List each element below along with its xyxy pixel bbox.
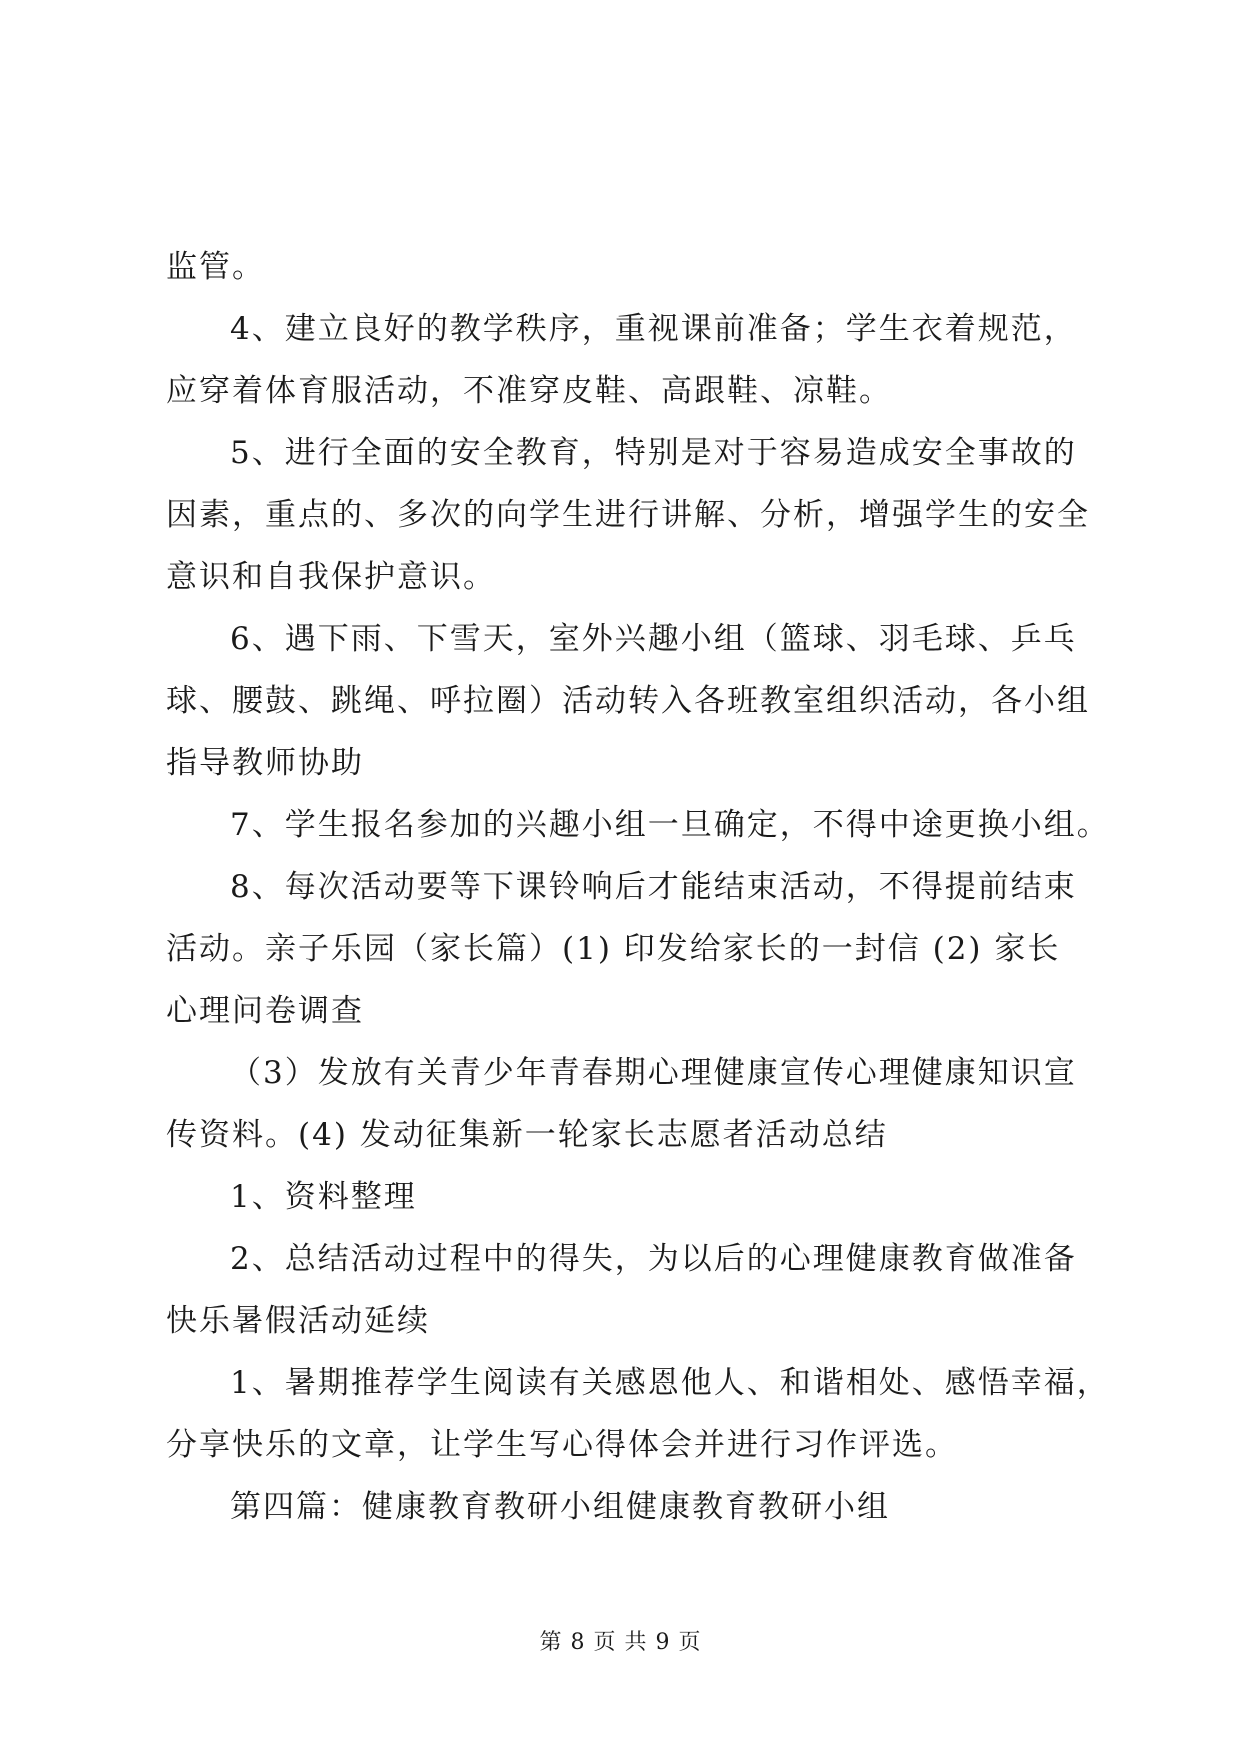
body-line: 球、腰鼓、跳绳、呼拉圈）活动转入各班教室组织活动，各小组 xyxy=(166,683,1090,719)
page-number-footer: 第 8 页 共 9 页 xyxy=(539,1630,702,1655)
body-line: 监管。 xyxy=(166,249,265,285)
body-line: （3）发放有关青少年青春期心理健康宣传心理健康知识宣 xyxy=(230,1055,1077,1091)
body-line: 2、总结活动过程中的得失，为以后的心理健康教育做准备 xyxy=(230,1241,1077,1277)
body-line: 4、建立良好的教学秩序，重视课前准备；学生衣着规范， xyxy=(230,311,1077,347)
body-line: 1、资料整理 xyxy=(230,1179,417,1215)
body-line: 7、学生报名参加的兴趣小组一旦确定，不得中途更换小组。 xyxy=(230,807,1110,843)
body-line: 传资料。(4) 发动征集新一轮家长志愿者活动总结 xyxy=(166,1117,888,1153)
body-line: 指导教师协助 xyxy=(166,745,364,781)
document-body xyxy=(166,236,1110,1538)
body-line: 1、暑期推荐学生阅读有关感恩他人、和谐相处、感悟幸福， xyxy=(230,1365,1110,1401)
body-line: 活动。亲子乐园（家长篇）(1) 印发给家长的一封信 (2) 家长 xyxy=(166,931,1061,967)
section-heading: 第四篇：健康教育教研小组健康教育教研小组 xyxy=(230,1489,890,1525)
body-line: 分享快乐的文章，让学生写心得体会并进行习作评选。 xyxy=(166,1427,958,1463)
body-line: 5、进行全面的安全教育，特别是对于容易造成安全事故的 xyxy=(230,435,1077,471)
body-line: 应穿着体育服活动，不准穿皮鞋、高跟鞋、凉鞋。 xyxy=(166,373,892,409)
body-line: 意识和自我保护意识。 xyxy=(166,559,496,595)
body-line: 6、遇下雨、下雪天，室外兴趣小组（篮球、羽毛球、乒乓 xyxy=(230,621,1077,657)
body-line: 快乐暑假活动延续 xyxy=(166,1303,430,1339)
body-line: 8、每次活动要等下课铃响后才能结束活动，不得提前结束 xyxy=(230,869,1077,905)
body-line: 心理问卷调查 xyxy=(166,993,364,1029)
body-line: 因素，重点的、多次的向学生进行讲解、分析，增强学生的安全 xyxy=(166,497,1090,533)
